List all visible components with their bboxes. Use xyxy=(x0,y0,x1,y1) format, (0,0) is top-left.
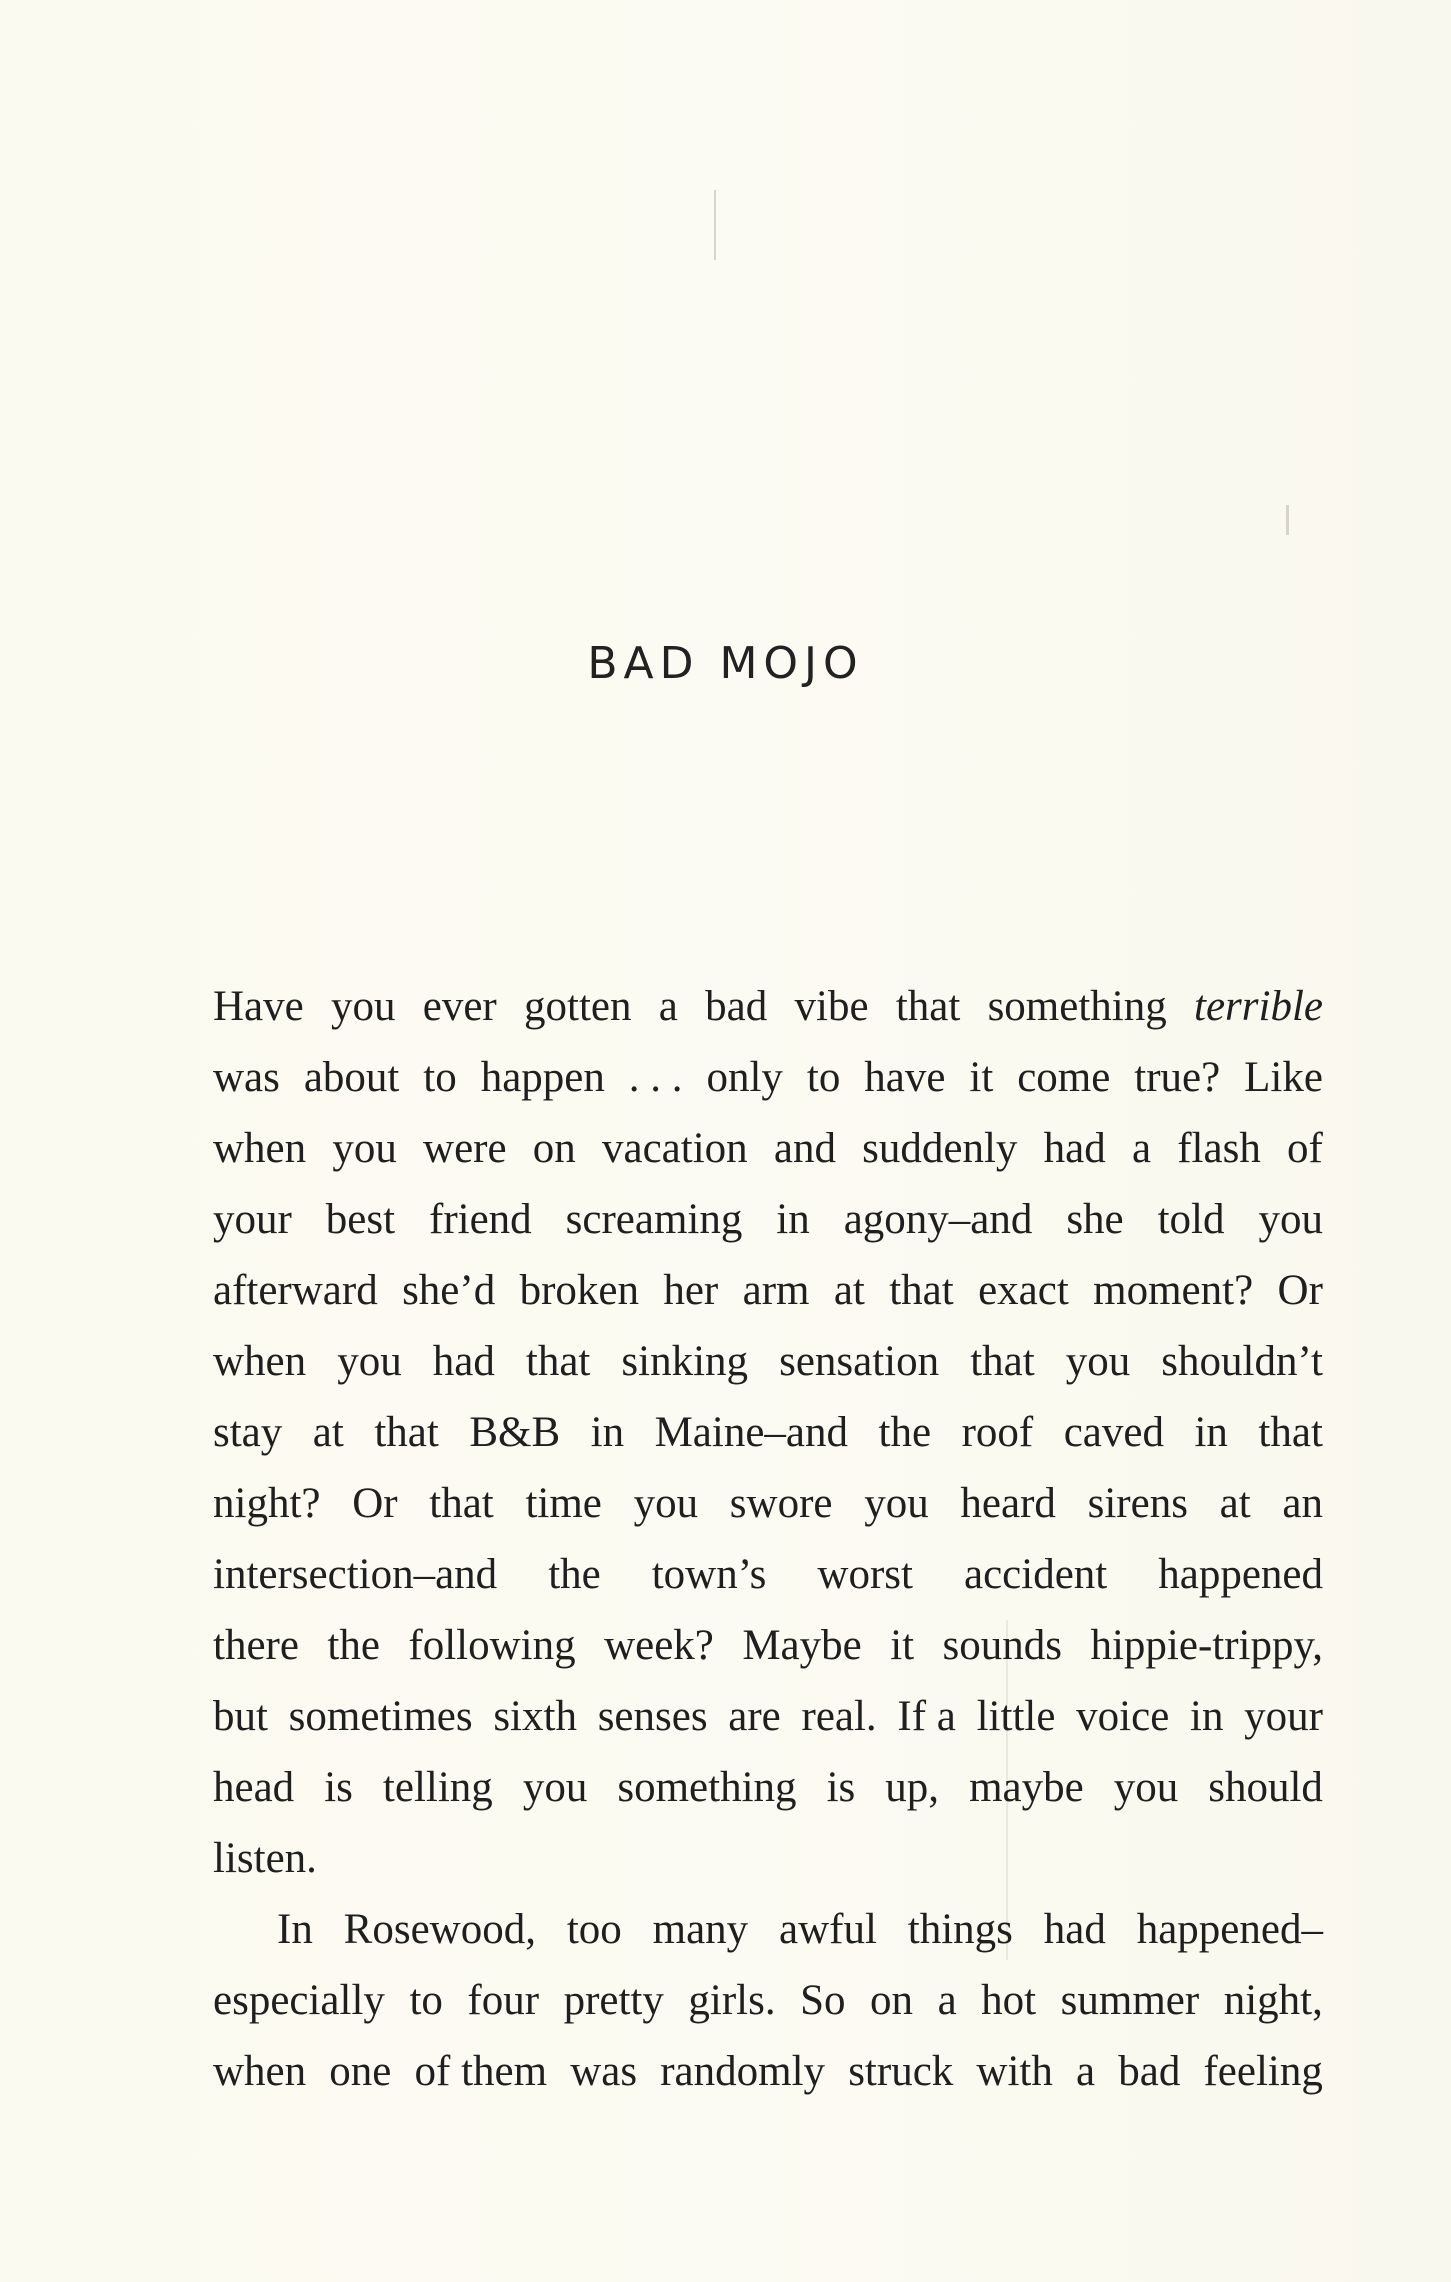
word: are xyxy=(728,1693,781,1740)
word: a xyxy=(1131,1125,1152,1172)
word: worst xyxy=(817,1551,913,1598)
chapter-title: BAD MOJO xyxy=(587,638,864,689)
word: terrible xyxy=(1194,983,1323,1030)
word: afterward xyxy=(213,1267,378,1314)
text-line xyxy=(213,1539,1323,1610)
word: Like xyxy=(1244,1054,1323,1101)
word: at xyxy=(833,1267,865,1314)
word: it xyxy=(969,1054,994,1101)
text-line xyxy=(213,1610,1323,1681)
word: flash xyxy=(1177,1125,1261,1172)
word: little xyxy=(976,1693,1056,1740)
word: suddenly xyxy=(862,1125,1018,1172)
word: happened– xyxy=(1136,1906,1323,1953)
text-line xyxy=(213,1681,1323,1752)
word: roof xyxy=(961,1409,1034,1456)
word: If a xyxy=(897,1693,956,1740)
word: a xyxy=(937,1977,957,2024)
word: town’s xyxy=(651,1551,767,1598)
word: maybe xyxy=(969,1764,1084,1811)
word: had xyxy=(1043,1125,1106,1172)
word: up, xyxy=(885,1764,940,1811)
word: real. xyxy=(801,1693,877,1740)
scan-speck xyxy=(714,190,716,260)
word: accident xyxy=(963,1551,1108,1598)
word: time xyxy=(525,1480,602,1527)
word: B&B xyxy=(469,1409,561,1456)
word: randomly xyxy=(660,2048,826,2095)
word: sinking xyxy=(621,1338,749,1385)
word: voice xyxy=(1076,1693,1170,1740)
word: girls. xyxy=(688,1977,776,2024)
word: of xyxy=(1287,1125,1323,1172)
word: you xyxy=(331,983,396,1030)
word: your xyxy=(213,1196,292,1243)
paragraph xyxy=(213,971,1323,1894)
text-line xyxy=(213,971,1323,1042)
word: hot xyxy=(981,1977,1037,2024)
chapter-body xyxy=(213,971,1323,2107)
word: true? xyxy=(1134,1054,1221,1101)
word: you xyxy=(332,1125,397,1172)
word: . . . xyxy=(628,1054,683,1101)
word: that xyxy=(1258,1409,1323,1456)
text-line xyxy=(213,1823,1323,1894)
word: sixth xyxy=(493,1693,577,1740)
word: to xyxy=(409,1977,443,2024)
word: but xyxy=(213,1693,268,1740)
word: awful xyxy=(779,1906,877,1953)
word: especially xyxy=(213,1977,385,2024)
word: you xyxy=(1258,1196,1323,1243)
text-line xyxy=(213,1397,1323,1468)
word: she’d xyxy=(402,1267,496,1314)
word: bad xyxy=(705,983,768,1030)
word: you xyxy=(864,1480,929,1527)
text-line xyxy=(213,1042,1323,1113)
word: gotten xyxy=(524,983,632,1030)
word: senses xyxy=(597,1693,708,1740)
word: heard xyxy=(960,1480,1056,1527)
word: at xyxy=(312,1409,344,1456)
word: that xyxy=(525,1338,591,1385)
word: following xyxy=(408,1622,576,1669)
word: that xyxy=(889,1267,954,1314)
word: come xyxy=(1017,1054,1111,1101)
word: the xyxy=(878,1409,932,1456)
word: only xyxy=(706,1054,783,1101)
word: that xyxy=(429,1480,494,1527)
word: in xyxy=(1194,1409,1228,1456)
text-line xyxy=(213,1752,1323,1823)
word: Maybe xyxy=(742,1622,862,1669)
word: vibe xyxy=(794,983,869,1030)
scan-speck xyxy=(1286,505,1289,535)
word: a xyxy=(1076,2048,1096,2095)
word: you xyxy=(1065,1338,1131,1385)
word: you xyxy=(522,1764,588,1811)
word: summer xyxy=(1060,1977,1200,2024)
word: and xyxy=(773,1125,836,1172)
word: her xyxy=(663,1267,719,1314)
word: had xyxy=(432,1338,495,1385)
word: in xyxy=(590,1409,625,1456)
word: In xyxy=(277,1906,313,1953)
word: in xyxy=(1190,1693,1224,1740)
word: in xyxy=(776,1196,810,1243)
word: on xyxy=(532,1125,576,1172)
word: something xyxy=(987,983,1167,1030)
word: friend xyxy=(429,1196,532,1243)
word: Maine–and xyxy=(654,1409,849,1456)
word: arm xyxy=(742,1267,810,1314)
word: shouldn’t xyxy=(1161,1338,1323,1385)
word: is xyxy=(324,1764,353,1811)
text-line xyxy=(213,1894,1323,1965)
word: that xyxy=(895,983,961,1030)
word: sounds xyxy=(942,1622,1063,1669)
word: you xyxy=(1113,1764,1179,1811)
word: happen xyxy=(480,1054,605,1101)
word: Or xyxy=(352,1480,398,1527)
word: things xyxy=(907,1906,1013,1953)
word: you xyxy=(337,1338,402,1385)
word: So xyxy=(800,1977,846,2024)
word: that xyxy=(970,1338,1035,1385)
word: many xyxy=(652,1906,749,1953)
word: about xyxy=(303,1054,400,1101)
text-line xyxy=(213,1326,1323,1397)
word: told xyxy=(1157,1196,1225,1243)
word: to xyxy=(806,1054,841,1101)
word: best xyxy=(325,1196,396,1243)
word: hippie-trippy, xyxy=(1090,1622,1323,1669)
word: sirens xyxy=(1087,1480,1188,1527)
word: exact xyxy=(978,1267,1069,1314)
word: at xyxy=(1219,1480,1251,1527)
word: night, xyxy=(1223,1977,1323,2024)
word: you xyxy=(633,1480,699,1527)
word: struck xyxy=(848,2048,954,2095)
word: when xyxy=(213,2048,307,2095)
word: week? xyxy=(604,1622,714,1669)
word: there xyxy=(213,1622,299,1669)
word: Rosewood, xyxy=(343,1906,536,1953)
word: happened xyxy=(1158,1551,1323,1598)
word: head xyxy=(213,1764,295,1811)
word: when xyxy=(213,1125,307,1172)
word: were xyxy=(423,1125,507,1172)
word: broken xyxy=(519,1267,639,1314)
word: Or xyxy=(1277,1267,1323,1314)
word: to xyxy=(423,1054,457,1101)
word: one xyxy=(329,2048,392,2095)
word: feeling xyxy=(1203,2048,1323,2095)
word: a xyxy=(658,983,678,1030)
word: too xyxy=(566,1906,622,1953)
word: your xyxy=(1244,1693,1323,1740)
word: four xyxy=(467,1977,540,2024)
word: had xyxy=(1043,1906,1106,1953)
word: Have xyxy=(213,983,304,1030)
word: that xyxy=(374,1409,439,1456)
word: of them xyxy=(414,2048,548,2095)
word: night? xyxy=(213,1480,321,1527)
word: bad xyxy=(1118,2048,1181,2095)
word: the xyxy=(327,1622,380,1669)
word: it xyxy=(890,1622,915,1669)
word: an xyxy=(1282,1480,1323,1527)
word: pretty xyxy=(563,1977,664,2024)
text-line xyxy=(213,1255,1323,1326)
word: listen. xyxy=(213,1835,317,1882)
text-line xyxy=(213,1468,1323,1539)
word: telling xyxy=(382,1764,493,1811)
word: intersection–and xyxy=(213,1551,498,1598)
word: have xyxy=(864,1054,946,1101)
word: is xyxy=(826,1764,856,1811)
word: should xyxy=(1208,1764,1323,1811)
word: sometimes xyxy=(288,1693,473,1740)
paragraph xyxy=(213,1894,1323,2107)
word: was xyxy=(570,2048,638,2095)
word: with xyxy=(976,2048,1053,2095)
word: ever xyxy=(422,983,497,1030)
word: when xyxy=(213,1338,307,1385)
text-line xyxy=(213,2036,1323,2107)
word: swore xyxy=(729,1480,833,1527)
text-line xyxy=(213,1965,1323,2036)
word: something xyxy=(617,1764,797,1811)
text-line xyxy=(213,1184,1323,1255)
word: moment? xyxy=(1093,1267,1254,1314)
word: screaming xyxy=(565,1196,743,1243)
word: vacation xyxy=(602,1125,748,1172)
text-line xyxy=(213,1113,1323,1184)
word: agony–and xyxy=(843,1196,1033,1243)
word: sensation xyxy=(779,1338,940,1385)
word: she xyxy=(1066,1196,1124,1243)
word: caved xyxy=(1063,1409,1164,1456)
word: the xyxy=(548,1551,601,1598)
word: on xyxy=(870,1977,914,2024)
word: stay xyxy=(213,1409,283,1456)
word: was xyxy=(213,1054,280,1101)
